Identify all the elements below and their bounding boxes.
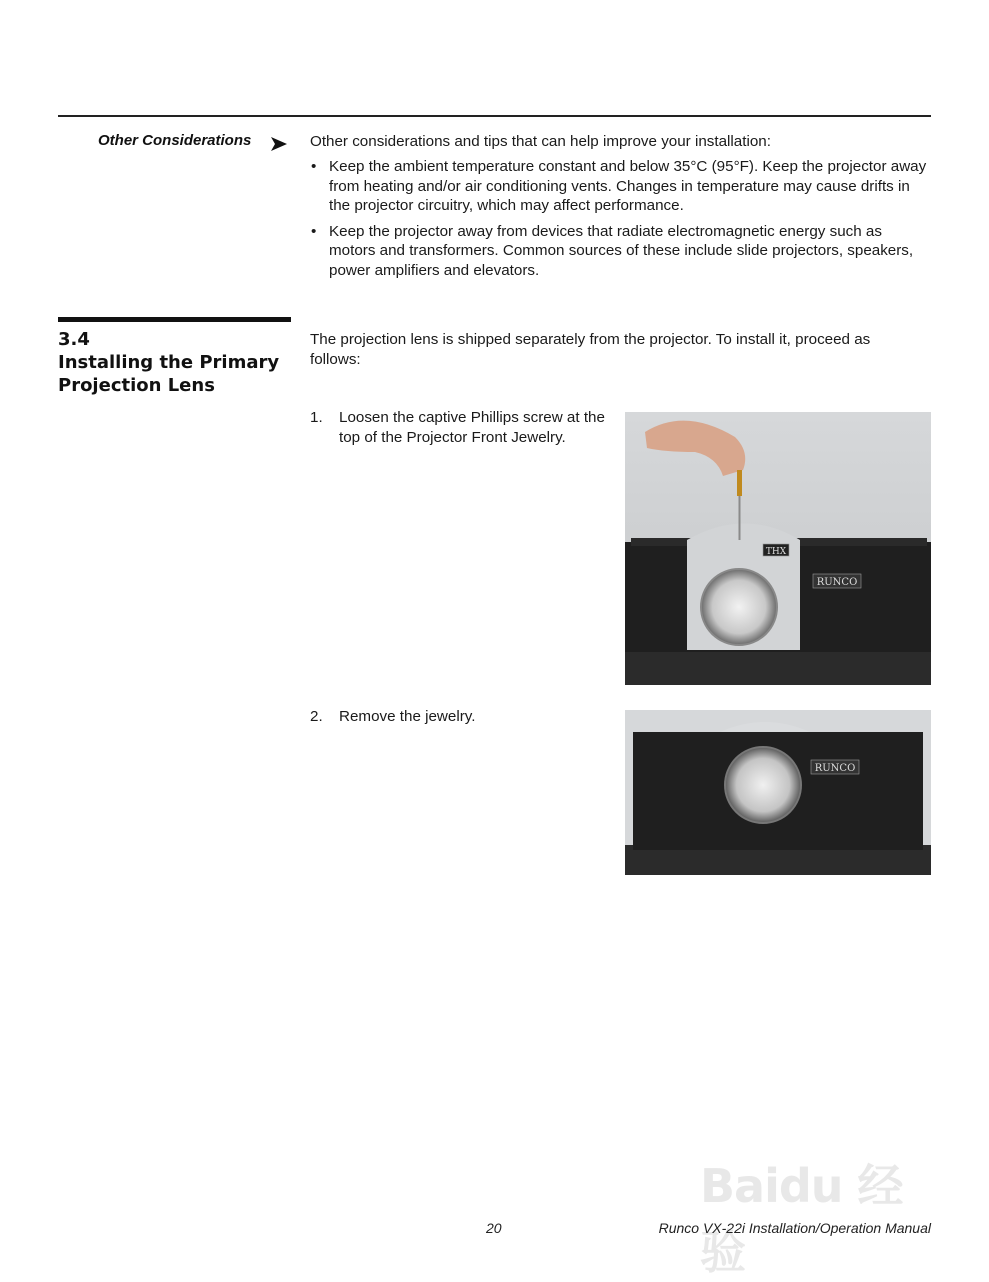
step-text: Loosen the captive Phillips screw at the top of the Projector Front Jewelry. [339, 409, 605, 446]
runco-logo-text: RUNCO [814, 763, 856, 774]
photo-loosen-screw [625, 412, 931, 685]
runco-logo-text: RUNCO [816, 577, 858, 588]
step-number: 2. [310, 708, 323, 725]
bullet-text: Keep the ambient temperature constant and below 35°C (95°F). Keep the projector away from heating and/or air conditioning vents. Changes in temperature may cause drifts in the projector circuitry, which may affect performance. [329, 158, 927, 215]
step-text: Remove the jewelry. [339, 708, 476, 725]
watermark: Baidu 经验 [700, 1159, 903, 1279]
considerations-intro: Other considerations and tips that can help improve your installation: [310, 133, 771, 150]
section-title-line2: Projection Lens [58, 375, 215, 396]
section-bar [58, 317, 291, 322]
step-number: 1. [310, 409, 323, 426]
bullet-icon: • [311, 158, 317, 175]
other-considerations-heading: Other Considerations [98, 132, 252, 149]
section-number: 3.4 [58, 329, 90, 350]
top-rule [58, 115, 931, 117]
section-heading [58, 328, 298, 397]
thx-logo-text: THX [765, 547, 787, 557]
bullet-icon: • [311, 222, 317, 240]
footer-manual-title: Runco VX-22i Installation/Operation Manual [658, 1220, 931, 1236]
considerations-list [310, 157, 930, 287]
section-intro: The projection lens is shipped separately from the projector. To install it, proceed as follows: [310, 331, 871, 368]
page-number: 20 [486, 1220, 502, 1236]
list-item [310, 157, 930, 216]
section-title-line1: Installing the Primary [58, 352, 280, 373]
arrow-right-icon [270, 136, 288, 152]
photo-remove-jewelry [625, 710, 931, 875]
list-item [310, 222, 930, 281]
bullet-text: Keep the projector away from devices that radiate electromagnetic energy such as motors and transformers. Common sources of these include slide projectors, speakers, power amplifiers and elevators. [329, 222, 914, 279]
